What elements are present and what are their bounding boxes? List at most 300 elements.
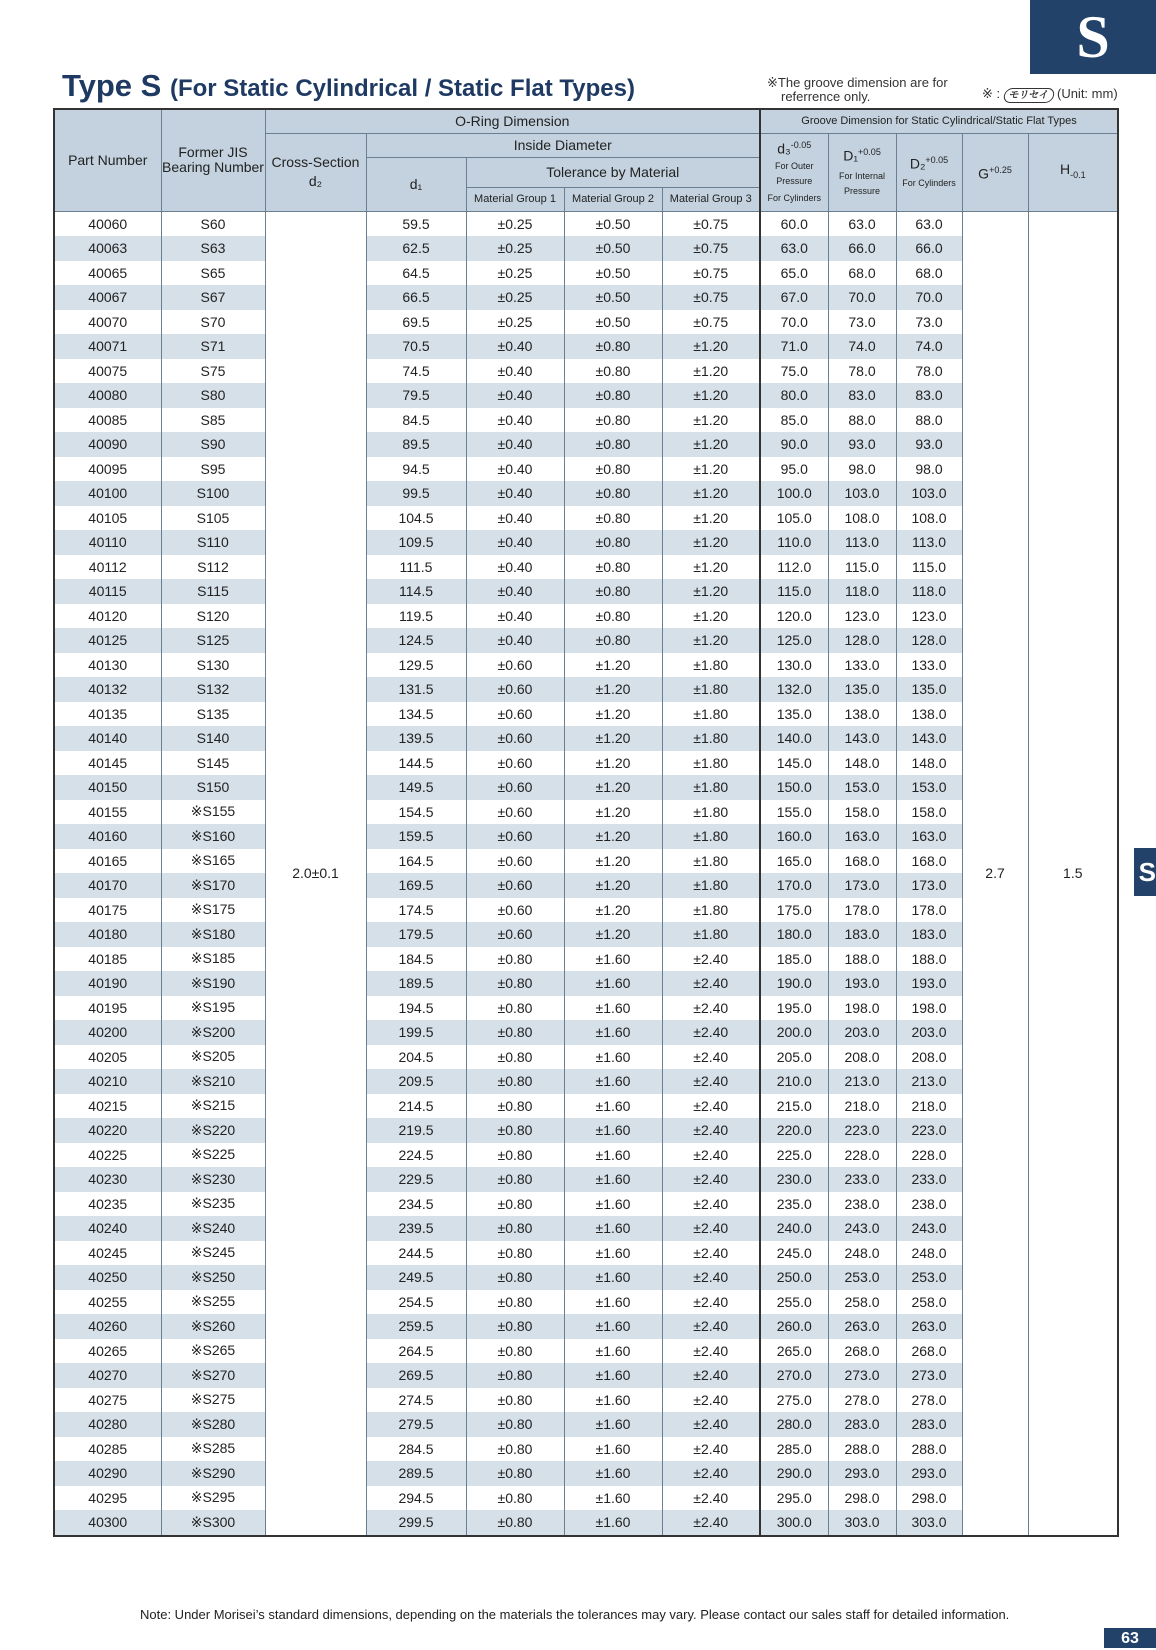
D2-cell: 158.0	[896, 800, 962, 825]
part-number-cell: 40095	[54, 457, 161, 482]
d1-cell: 274.5	[366, 1388, 466, 1413]
D1-cell: 233.0	[828, 1167, 896, 1192]
mg2-tolerance-cell: ±0.80	[564, 628, 662, 653]
header-H	[1028, 133, 1118, 211]
D2-cell: 183.0	[896, 922, 962, 947]
table-row	[54, 1167, 1118, 1192]
former-jis-cell: S115	[161, 579, 265, 604]
part-number-cell: 40110	[54, 530, 161, 555]
former-jis-cell: ※S295	[161, 1486, 265, 1511]
d3-cell: 125.0	[760, 628, 828, 653]
D2-cell: 238.0	[896, 1192, 962, 1217]
former-jis-cell: ※S280	[161, 1412, 265, 1437]
mg2-tolerance-cell: ±1.60	[564, 1265, 662, 1290]
former-jis-cell: ※S255	[161, 1290, 265, 1315]
mg3-tolerance-cell: ±0.75	[662, 261, 760, 286]
mg2-tolerance-cell: ±0.80	[564, 408, 662, 433]
part-number-cell: 40145	[54, 751, 161, 776]
d3-cell: 220.0	[760, 1118, 828, 1143]
d1-cell: 254.5	[366, 1290, 466, 1315]
D2-cell: 163.0	[896, 824, 962, 849]
former-jis-cell: S112	[161, 555, 265, 580]
d3-cell: 160.0	[760, 824, 828, 849]
d1-cell: 89.5	[366, 432, 466, 457]
mg1-tolerance-cell: ±0.60	[466, 824, 564, 849]
part-number-cell: 40085	[54, 408, 161, 433]
mg2-tolerance-cell: ±1.60	[564, 1069, 662, 1094]
D1-cell: 83.0	[828, 383, 896, 408]
part-number-cell: 40155	[54, 800, 161, 825]
header-D1	[828, 133, 896, 211]
former-jis-cell: S65	[161, 261, 265, 286]
mg2-tolerance-cell: ±1.60	[564, 1461, 662, 1486]
mg1-tolerance-cell: ±0.80	[466, 1437, 564, 1462]
mg3-tolerance-cell: ±1.20	[662, 604, 760, 629]
mg2-tolerance-cell: ±1.20	[564, 702, 662, 727]
D2-cell: 63.0	[896, 211, 962, 236]
mg2-tolerance-cell: ±1.60	[564, 1510, 662, 1536]
d3-cell: 112.0	[760, 555, 828, 580]
D1-cell: 158.0	[828, 800, 896, 825]
d1-cell: 284.5	[366, 1437, 466, 1462]
d1-cell: 104.5	[366, 506, 466, 531]
table-row	[54, 996, 1118, 1021]
mg1-tolerance-cell: ±0.80	[466, 996, 564, 1021]
mg2-tolerance-cell: ±1.60	[564, 1486, 662, 1511]
table-row	[54, 506, 1118, 531]
D1-cell: 253.0	[828, 1265, 896, 1290]
d3-cell: 110.0	[760, 530, 828, 555]
spec-table	[53, 108, 1119, 1537]
mg3-tolerance-cell: ±2.40	[662, 1290, 760, 1315]
former-jis-cell: S67	[161, 285, 265, 310]
table-row	[54, 1045, 1118, 1070]
d3-cell: 180.0	[760, 922, 828, 947]
mg2-tolerance-cell: ±0.80	[564, 457, 662, 482]
table-row	[54, 824, 1118, 849]
former-jis-cell: S80	[161, 383, 265, 408]
mg1-tolerance-cell: ±0.60	[466, 677, 564, 702]
mg3-tolerance-cell: ±1.20	[662, 555, 760, 580]
d3-cell: 175.0	[760, 898, 828, 923]
mg3-tolerance-cell: ±2.40	[662, 1486, 760, 1511]
d1-cell: 259.5	[366, 1314, 466, 1339]
D1-cell: 153.0	[828, 775, 896, 800]
mg2-tolerance-cell: ±1.60	[564, 971, 662, 996]
d1-cell: 139.5	[366, 726, 466, 751]
part-number-cell: 40195	[54, 996, 161, 1021]
mg2-tolerance-cell: ±0.80	[564, 555, 662, 580]
former-jis-cell: ※S225	[161, 1143, 265, 1168]
mg1-tolerance-cell: ±0.40	[466, 481, 564, 506]
part-number-cell: 40112	[54, 555, 161, 580]
mg2-tolerance-cell: ±1.20	[564, 873, 662, 898]
d1-cell: 294.5	[366, 1486, 466, 1511]
D2-cell: 268.0	[896, 1339, 962, 1364]
former-jis-cell: S100	[161, 481, 265, 506]
former-jis-cell: S120	[161, 604, 265, 629]
d1-cell: 269.5	[366, 1363, 466, 1388]
H-value: 1.5	[1028, 211, 1118, 1536]
mg2-tolerance-cell: ±0.80	[564, 432, 662, 457]
table-row	[54, 898, 1118, 923]
d1-cell: 229.5	[366, 1167, 466, 1192]
D2-cell: 88.0	[896, 408, 962, 433]
former-jis-cell: ※S155	[161, 800, 265, 825]
former-jis-cell: ※S230	[161, 1167, 265, 1192]
table-row	[54, 383, 1118, 408]
header-groove-dimension: Groove Dimension for Static Cylindrical/Static Flat Types	[760, 109, 1118, 133]
header-part-number: Part Number	[54, 109, 161, 211]
mg2-tolerance-cell: ±0.80	[564, 481, 662, 506]
part-number-cell: 40180	[54, 922, 161, 947]
mg2-tolerance-cell: ±0.80	[564, 530, 662, 555]
mg3-tolerance-cell: ±1.20	[662, 457, 760, 482]
unit-note	[982, 86, 1118, 103]
mg2-tolerance-cell: ±0.80	[564, 359, 662, 384]
part-number-cell: 40135	[54, 702, 161, 727]
mg1-tolerance-cell: ±0.80	[466, 1241, 564, 1266]
former-jis-cell: S85	[161, 408, 265, 433]
mg2-tolerance-cell: ±0.50	[564, 211, 662, 236]
mg1-tolerance-cell: ±0.80	[466, 1216, 564, 1241]
d1-cell: 124.5	[366, 628, 466, 653]
table-row	[54, 261, 1118, 286]
table-row	[54, 1388, 1118, 1413]
mg3-tolerance-cell: ±1.80	[662, 898, 760, 923]
table-row	[54, 1094, 1118, 1119]
mg1-tolerance-cell: ±0.40	[466, 628, 564, 653]
mg3-tolerance-cell: ±1.80	[662, 775, 760, 800]
former-jis-cell: S110	[161, 530, 265, 555]
D1-cell: 68.0	[828, 261, 896, 286]
part-number-cell: 40115	[54, 579, 161, 604]
d3-cell: 275.0	[760, 1388, 828, 1413]
mg1-tolerance-cell: ±0.40	[466, 408, 564, 433]
mg3-tolerance-cell: ±1.80	[662, 873, 760, 898]
cross-section-value: 2.0±0.1	[265, 211, 366, 1536]
part-number-cell: 40245	[54, 1241, 161, 1266]
mg2-tolerance-cell: ±0.50	[564, 261, 662, 286]
mark-legend: ※ :	[982, 86, 1001, 101]
D2-cell: 193.0	[896, 971, 962, 996]
mg3-tolerance-cell: ±2.40	[662, 1314, 760, 1339]
part-number-cell: 40300	[54, 1510, 161, 1536]
d3-cell: 300.0	[760, 1510, 828, 1536]
D1-cell: 263.0	[828, 1314, 896, 1339]
mg1-tolerance-cell: ±0.60	[466, 922, 564, 947]
mg3-tolerance-cell: ±2.40	[662, 1461, 760, 1486]
D2-cell: 70.0	[896, 285, 962, 310]
former-jis-cell: ※S215	[161, 1094, 265, 1119]
d3-cell: 255.0	[760, 1290, 828, 1315]
mg2-tolerance-cell: ±1.60	[564, 1314, 662, 1339]
D2-cell: 198.0	[896, 996, 962, 1021]
D1-cell: 203.0	[828, 1020, 896, 1045]
mg1-tolerance-cell: ±0.25	[466, 236, 564, 261]
mg2-tolerance-cell: ±1.60	[564, 1216, 662, 1241]
mg1-tolerance-cell: ±0.80	[466, 1045, 564, 1070]
mg3-tolerance-cell: ±2.40	[662, 1363, 760, 1388]
part-number-cell: 40235	[54, 1192, 161, 1217]
former-jis-cell: S63	[161, 236, 265, 261]
D1-cell: 208.0	[828, 1045, 896, 1070]
D1-cell: 258.0	[828, 1290, 896, 1315]
D2-cell: 283.0	[896, 1412, 962, 1437]
D2-cell: 273.0	[896, 1363, 962, 1388]
mg3-tolerance-cell: ±2.40	[662, 1094, 760, 1119]
d3-cell: 265.0	[760, 1339, 828, 1364]
mg1-tolerance-cell: ±0.80	[466, 1510, 564, 1536]
D1-cell: 228.0	[828, 1143, 896, 1168]
D2-cell: 73.0	[896, 310, 962, 335]
d3-cell: 270.0	[760, 1363, 828, 1388]
mg2-tolerance-cell: ±0.50	[564, 285, 662, 310]
mg2-tolerance-cell: ±0.80	[564, 604, 662, 629]
former-jis-cell: S60	[161, 211, 265, 236]
d1-cell: 149.5	[366, 775, 466, 800]
mg3-tolerance-cell: ±1.80	[662, 726, 760, 751]
part-number-cell: 40240	[54, 1216, 161, 1241]
table-row	[54, 334, 1118, 359]
D1-cell: 183.0	[828, 922, 896, 947]
D1-cell: 303.0	[828, 1510, 896, 1536]
d3-cell: 280.0	[760, 1412, 828, 1437]
D1-cell: 168.0	[828, 849, 896, 874]
mg3-tolerance-cell: ±1.20	[662, 432, 760, 457]
mg3-tolerance-cell: ±1.80	[662, 824, 760, 849]
mg1-tolerance-cell: ±0.40	[466, 432, 564, 457]
d3-cell: 63.0	[760, 236, 828, 261]
D1-cell: 298.0	[828, 1486, 896, 1511]
D1-cell: 135.0	[828, 677, 896, 702]
mg3-tolerance-cell: ±2.40	[662, 1510, 760, 1536]
page-title	[62, 68, 635, 104]
d1-cell: 224.5	[366, 1143, 466, 1168]
mg3-tolerance-cell: ±2.40	[662, 1045, 760, 1070]
d1-cell: 134.5	[366, 702, 466, 727]
mg2-tolerance-cell: ±0.80	[564, 506, 662, 531]
d1-cell: 169.5	[366, 873, 466, 898]
mg1-tolerance-cell: ±0.80	[466, 1388, 564, 1413]
D2-cell: 218.0	[896, 1094, 962, 1119]
d3-cell: 165.0	[760, 849, 828, 874]
d1-cell: 159.5	[366, 824, 466, 849]
d3-cell: 230.0	[760, 1167, 828, 1192]
mg3-tolerance-cell: ±1.20	[662, 334, 760, 359]
d3-cell: 140.0	[760, 726, 828, 751]
header-d1: d₁	[366, 157, 466, 211]
mg2-tolerance-cell: ±1.60	[564, 947, 662, 972]
mg1-tolerance-cell: ±0.60	[466, 751, 564, 776]
d3-cell: 80.0	[760, 383, 828, 408]
mg3-tolerance-cell: ±2.40	[662, 1437, 760, 1462]
part-number-cell: 40260	[54, 1314, 161, 1339]
mg2-tolerance-cell: ±0.50	[564, 236, 662, 261]
table-row	[54, 653, 1118, 678]
mg3-tolerance-cell: ±1.80	[662, 653, 760, 678]
G-value: 2.7	[962, 211, 1028, 1536]
mg1-tolerance-cell: ±0.60	[466, 775, 564, 800]
mg2-tolerance-cell: ±1.20	[564, 751, 662, 776]
part-number-cell: 40150	[54, 775, 161, 800]
part-number-cell: 40065	[54, 261, 161, 286]
D2-cell: 115.0	[896, 555, 962, 580]
D1-label: D₁	[843, 147, 859, 164]
mg2-tolerance-cell: ±1.60	[564, 1363, 662, 1388]
D1-cell: 93.0	[828, 432, 896, 457]
table-row	[54, 800, 1118, 825]
table-row	[54, 1216, 1118, 1241]
D2-cell: 98.0	[896, 457, 962, 482]
D2-cell: 303.0	[896, 1510, 962, 1536]
part-number-cell: 40285	[54, 1437, 161, 1462]
mg2-tolerance-cell: ±1.60	[564, 1167, 662, 1192]
former-jis-cell: ※S265	[161, 1339, 265, 1364]
mg3-tolerance-cell: ±0.75	[662, 310, 760, 335]
d1-cell: 214.5	[366, 1094, 466, 1119]
D2-cell: 148.0	[896, 751, 962, 776]
D1-cell: 113.0	[828, 530, 896, 555]
d1-cell: 109.5	[366, 530, 466, 555]
part-number-cell: 40225	[54, 1143, 161, 1168]
d3-cell: 290.0	[760, 1461, 828, 1486]
former-jis-cell: ※S210	[161, 1069, 265, 1094]
d3-cell: 67.0	[760, 285, 828, 310]
d1-cell: 111.5	[366, 555, 466, 580]
former-jis-cell: ※S185	[161, 947, 265, 972]
D2-cell: 168.0	[896, 849, 962, 874]
table-row	[54, 1314, 1118, 1339]
table-row	[54, 775, 1118, 800]
table-row	[54, 457, 1118, 482]
d1-cell: 264.5	[366, 1339, 466, 1364]
table-row	[54, 628, 1118, 653]
d1-cell: 249.5	[366, 1265, 466, 1290]
former-jis-cell: S132	[161, 677, 265, 702]
table-row	[54, 359, 1118, 384]
G-tolerance: +0.25	[989, 164, 1012, 175]
table-row	[54, 677, 1118, 702]
table-row	[54, 751, 1118, 776]
mg2-tolerance-cell: ±1.20	[564, 898, 662, 923]
groove-note-line1: ※The groove dimension are for	[767, 75, 948, 90]
section-tab-s: S	[1030, 0, 1156, 74]
header-D2	[896, 133, 962, 211]
mg3-tolerance-cell: ±1.20	[662, 408, 760, 433]
unit-label: (Unit: mm)	[1056, 86, 1118, 101]
D1-tolerance: +0.05	[858, 147, 881, 158]
table-row	[54, 1241, 1118, 1266]
D2-cell: 68.0	[896, 261, 962, 286]
d1-cell: 62.5	[366, 236, 466, 261]
mg3-tolerance-cell: ±1.80	[662, 800, 760, 825]
header-G	[962, 133, 1028, 211]
d3-desc-outer: For Outer Pressure	[775, 161, 814, 187]
mg1-tolerance-cell: ±0.40	[466, 359, 564, 384]
table-row	[54, 1020, 1118, 1045]
part-number-cell: 40120	[54, 604, 161, 629]
table-row	[54, 408, 1118, 433]
table-row	[54, 1069, 1118, 1094]
D2-cell: 213.0	[896, 1069, 962, 1094]
D2-cell: 188.0	[896, 947, 962, 972]
d3-cell: 210.0	[760, 1069, 828, 1094]
mg2-tolerance-cell: ±1.60	[564, 1094, 662, 1119]
d3-cell: 240.0	[760, 1216, 828, 1241]
D1-cell: 118.0	[828, 579, 896, 604]
part-number-cell: 40205	[54, 1045, 161, 1070]
D2-cell: 128.0	[896, 628, 962, 653]
d1-cell: 154.5	[366, 800, 466, 825]
d3-cell: 150.0	[760, 775, 828, 800]
part-number-cell: 40071	[54, 334, 161, 359]
d1-cell: 64.5	[366, 261, 466, 286]
mg2-tolerance-cell: ±1.60	[564, 1118, 662, 1143]
mg3-tolerance-cell: ±2.40	[662, 947, 760, 972]
d3-cell: 250.0	[760, 1265, 828, 1290]
D2-cell: 133.0	[896, 653, 962, 678]
mg2-tolerance-cell: ±0.80	[564, 579, 662, 604]
mg1-tolerance-cell: ±0.80	[466, 1143, 564, 1168]
D1-cell: 213.0	[828, 1069, 896, 1094]
part-number-cell: 40160	[54, 824, 161, 849]
former-jis-cell: ※S300	[161, 1510, 265, 1536]
table-row	[54, 555, 1118, 580]
mg3-tolerance-cell: ±2.40	[662, 1069, 760, 1094]
d1-cell: 144.5	[366, 751, 466, 776]
former-jis-cell: ※S235	[161, 1192, 265, 1217]
mg2-tolerance-cell: ±1.20	[564, 849, 662, 874]
mg1-tolerance-cell: ±0.40	[466, 579, 564, 604]
table-row	[54, 1265, 1118, 1290]
part-number-cell: 40250	[54, 1265, 161, 1290]
D2-cell: 138.0	[896, 702, 962, 727]
d1-cell: 244.5	[366, 1241, 466, 1266]
d3-cell: 225.0	[760, 1143, 828, 1168]
mg1-tolerance-cell: ±0.80	[466, 1363, 564, 1388]
D2-cell: 263.0	[896, 1314, 962, 1339]
former-jis-cell: ※S190	[161, 971, 265, 996]
mg3-tolerance-cell: ±2.40	[662, 996, 760, 1021]
G-label: G	[978, 165, 990, 182]
d1-cell: 194.5	[366, 996, 466, 1021]
d3-cell: 155.0	[760, 800, 828, 825]
mg2-tolerance-cell: ±1.20	[564, 726, 662, 751]
D2-cell: 173.0	[896, 873, 962, 898]
mg3-tolerance-cell: ±1.80	[662, 751, 760, 776]
mg2-tolerance-cell: ±1.60	[564, 1143, 662, 1168]
mg3-tolerance-cell: ±1.80	[662, 849, 760, 874]
d1-cell: 70.5	[366, 334, 466, 359]
table-body	[54, 211, 1118, 1536]
d3-cell: 70.0	[760, 310, 828, 335]
D1-cell: 268.0	[828, 1339, 896, 1364]
former-jis-cell: ※S285	[161, 1437, 265, 1462]
D1-cell: 278.0	[828, 1388, 896, 1413]
D2-cell: 153.0	[896, 775, 962, 800]
mg1-tolerance-cell: ±0.60	[466, 873, 564, 898]
header-cross-section	[265, 133, 366, 211]
D2-cell: 278.0	[896, 1388, 962, 1413]
table-row	[54, 1192, 1118, 1217]
part-number-cell: 40185	[54, 947, 161, 972]
D1-cell: 243.0	[828, 1216, 896, 1241]
part-number-cell: 40063	[54, 236, 161, 261]
mg1-tolerance-cell: ±0.80	[466, 1020, 564, 1045]
mg1-tolerance-cell: ±0.60	[466, 800, 564, 825]
former-jis-cell: ※S250	[161, 1265, 265, 1290]
